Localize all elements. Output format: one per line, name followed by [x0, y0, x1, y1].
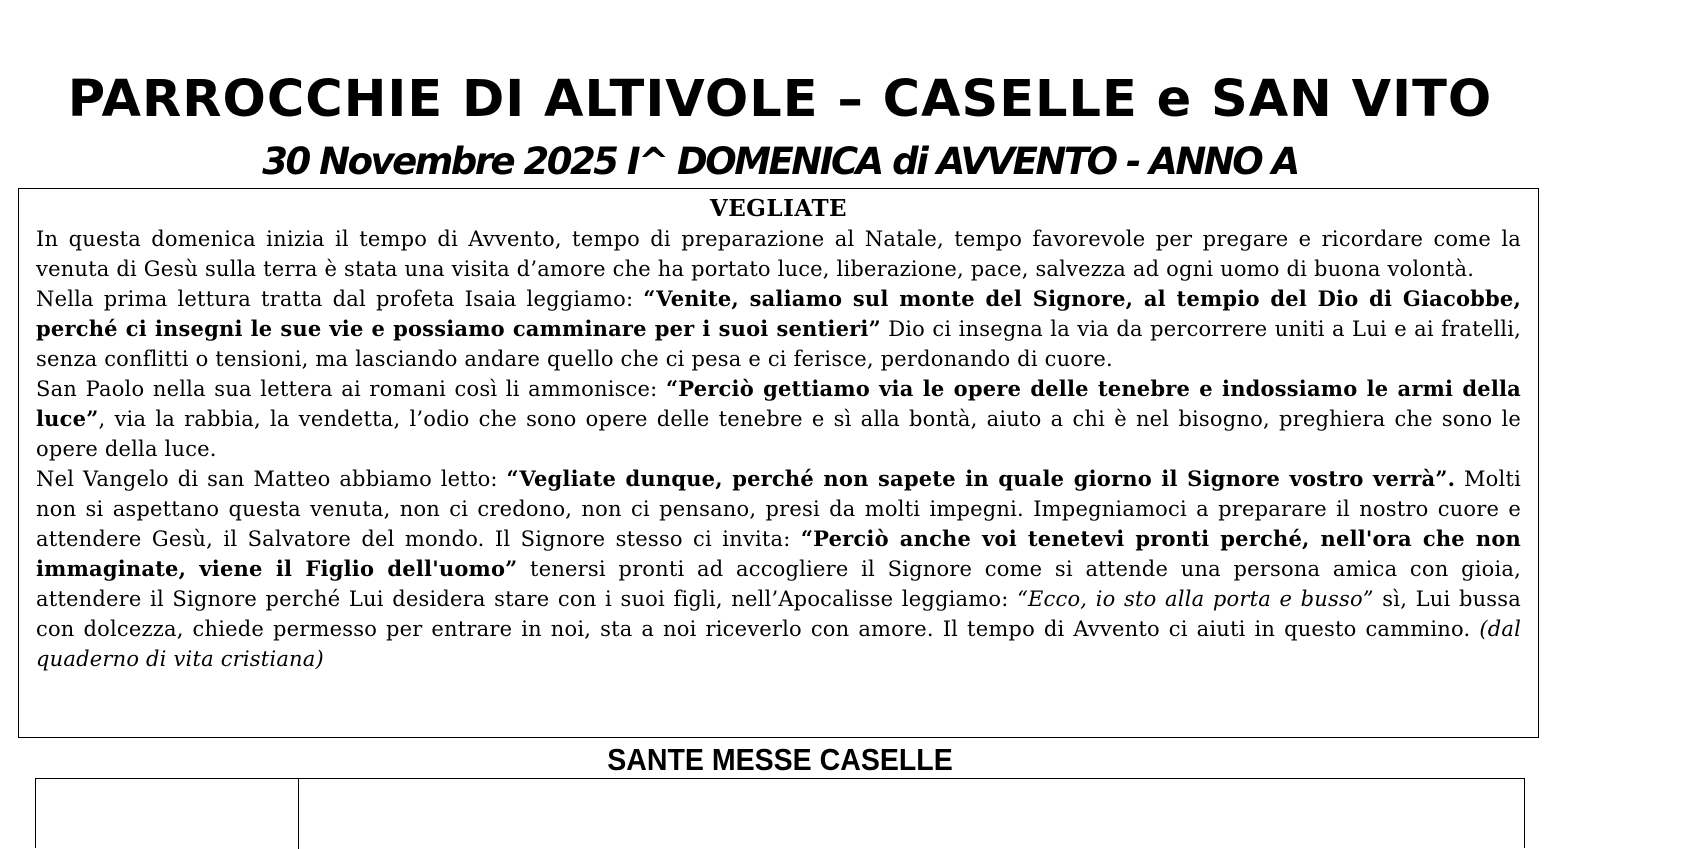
- paragraph-text: San Paolo nella sua lettera ai romani così li ammonisce:: [36, 377, 667, 401]
- paragraph-text: , via la rabbia, la vendetta, l’odio che sono opere delle tenebre e sì alla bontà, aiuto a chi è nel bisogno, preghiera che sono le opere della luce.: [36, 407, 1521, 461]
- article-box: [18, 188, 1539, 738]
- isaiah-quote: “Venite, saliamo sul monte del Signore, al tempio del Dio di Giacobbe, perché ci insegni le sue vie e possiamo camminare per i suoi sentieri”: [36, 286, 1521, 341]
- apocalypse-quote: “Ecco, io sto alla porta e busso”: [1017, 587, 1374, 611]
- paragraph-text: Dio ci insegna la via da percorrere uniti a Lui e ai fratelli, senza conflitti o tensioni, ma lasciando andare quello che ci pesa e ci ferisce, perdonando di cuore.: [36, 317, 1521, 371]
- paragraph-text: sì, Lui bussa con dolcezza, chiede permesso per entrare in noi, sta a noi riceverlo con amore. Il tempo di Avvento ci aiuti in questo cammino.: [36, 587, 1521, 641]
- table-column-divider: [298, 779, 299, 849]
- page-title: PARROCCHIE DI ALTIVOLE – CASELLE e SAN VITO: [67, 70, 1493, 129]
- article-paragraph-2: [36, 284, 1521, 374]
- source-citation: (dal quaderno di vita cristiana): [36, 617, 1521, 671]
- paragraph-text: tenersi pronti ad accogliere il Signore come si attende una persona amica con gioia, attendere il Signore perché Lui desidera stare con i suoi figli, nell’Apocalisse leggiamo:: [36, 557, 1521, 611]
- article-paragraph-4: [36, 464, 1521, 674]
- article-heading: VEGLIATE: [709, 195, 848, 222]
- gospel-quote-2: “Perciò anche voi tenetevi pronti perché, nell'ora che non immaginate, viene il Figlio dell'uomo”: [36, 526, 1521, 581]
- page-subtitle: 30 Novembre 2025 I^ DOMENICA di AVVENTO - ANNO A: [262, 140, 1298, 183]
- paul-quote: “Perciò gettiamo via le opere delle tenebre e indossiamo le armi della luce”: [36, 376, 1521, 431]
- mass-schedule-table: [35, 778, 1525, 848]
- article-paragraph-3: [36, 374, 1521, 464]
- article-paragraph-1: In questa domenica inizia il tempo di Avvento, tempo di preparazione al Natale, tempo favorevole per pregare e ricordare come la venuta di Gesù sulla terra è stata una visita d’amore che ha portato luce, liberazione, pace, salvezza ad ogni uomo di buona volontà.: [36, 227, 1521, 281]
- mass-schedule-heading: SANTE MESSE CASELLE: [607, 742, 953, 777]
- paragraph-text: Nella prima lettura tratta dal profeta Isaia leggiamo:: [36, 287, 644, 311]
- paragraph-text: Molti non si aspettano questa venuta, non ci credono, non ci pensano, presi da molti impegni. Impegniamoci a preparare il nostro cuore e attendere Gesù, il Salvatore del mondo. Il Signore stesso ci invita:: [36, 467, 1521, 551]
- gospel-quote: “Vegliate dunque, perché non sapete in quale giorno il Signore vostro verrà”.: [506, 466, 1456, 491]
- paragraph-text: Nel Vangelo di san Matteo abbiamo letto:: [36, 467, 507, 491]
